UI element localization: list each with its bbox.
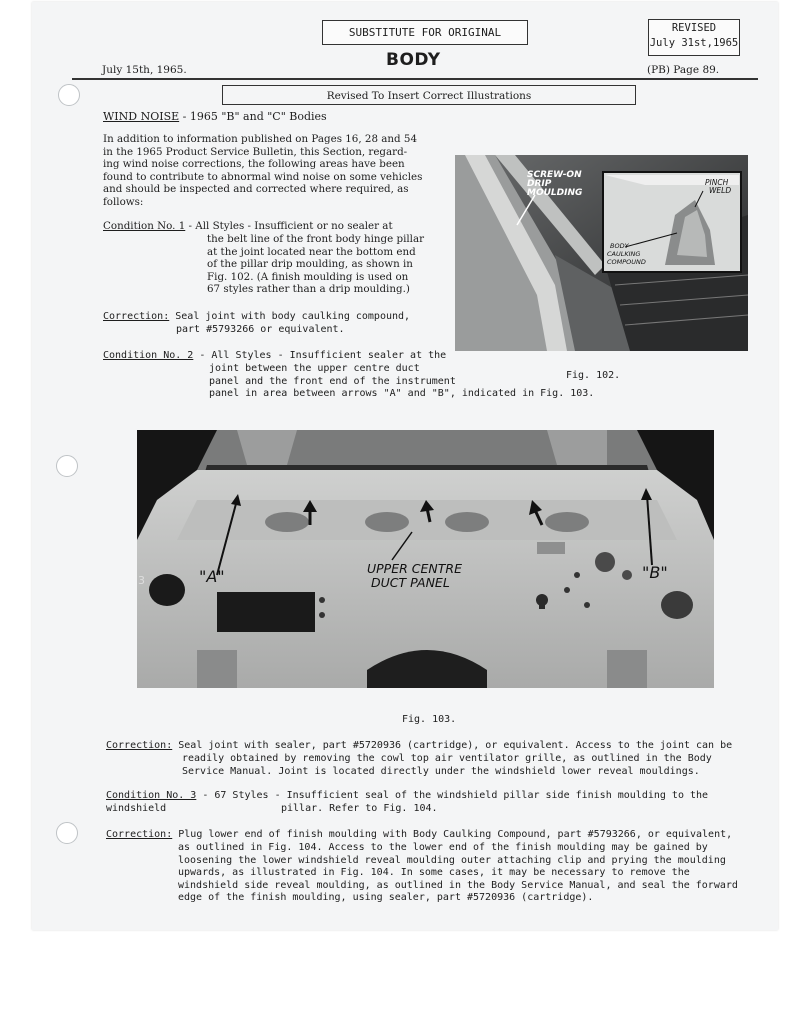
correction-2-line: readily obtained by removing the cowl top air ventilator grille, as outlined in the Body xyxy=(182,753,712,764)
revised-note-box xyxy=(222,85,636,105)
correction-1-body xyxy=(176,324,436,337)
fig103-label-a: "A" xyxy=(199,567,225,586)
condition-1-body xyxy=(207,233,457,296)
correction-3-line: loosening the lower windshield reveal moulding outer attaching clip and prying the moulding xyxy=(178,854,726,866)
correction-2 xyxy=(106,740,756,753)
correction-2-line: Service Manual. Joint is located directly under the windshield lower reveal mouldings. xyxy=(182,765,700,777)
intro-line: in the 1965 Product Service Bulletin, this Section, regard- xyxy=(103,145,408,158)
fig103-label-b: "B" xyxy=(642,563,668,582)
condition-1-line: at the joint located near the bottom end xyxy=(207,245,416,258)
condition-2 xyxy=(103,350,453,363)
fig103-label-panel-2: DUCT PANEL xyxy=(371,575,450,590)
condition-1-line: of the pillar drip moulding, as shown in xyxy=(207,258,413,271)
revised-note: Revised To Insert Correct Illustrations xyxy=(326,90,532,102)
condition-1-line: the belt line of the front body hinge pillar xyxy=(207,233,425,245)
condition-1-line: 67 styles rather than a drip moulding.) xyxy=(207,283,410,296)
fig102-label-pinch-2: WELD xyxy=(709,186,732,195)
intro-line: and should be inspected and corrected where required, as xyxy=(103,183,409,196)
wind-noise-label: WIND NOISE xyxy=(103,110,180,123)
binder-hole-top xyxy=(58,84,80,106)
correction-1-line: part #5793266 or equivalent. xyxy=(176,324,345,335)
correction-1 xyxy=(103,311,453,324)
fig102-label-drip-3: MOULDING xyxy=(527,188,583,198)
condition-2-label: Condition No. 2 xyxy=(103,350,194,361)
figure-102-illustration xyxy=(455,155,748,351)
correction-3-label: Correction: xyxy=(106,829,173,840)
section-title: BODY xyxy=(386,50,441,70)
figure-103-caption: Fig. 103. xyxy=(402,714,457,725)
fig103-label-side: 3 xyxy=(138,574,145,587)
fig102-label-drip-1: SCREW-ON xyxy=(527,170,582,180)
correction-2-line: Seal joint with sealer, part #5720936 (cartridge), or equivalent. Access to the joint can be xyxy=(172,740,733,751)
condition-1-line: - All Styles - Insufficient or no sealer at xyxy=(185,220,393,232)
fig102-label-caulk-3: COMPOUND xyxy=(607,258,646,266)
intro-line: In addition to information published on Pages 16, 28 and 54 xyxy=(103,133,418,145)
figure-102-caption: Fig. 102. xyxy=(566,370,621,381)
binder-hole-bottom xyxy=(56,822,78,844)
fig102-label-caulk-1: BODY xyxy=(610,242,629,250)
binder-hole-middle xyxy=(56,455,78,477)
condition-3-body xyxy=(281,803,581,816)
wind-noise-heading xyxy=(103,110,327,123)
condition-1 xyxy=(103,220,453,233)
substitute-stamp xyxy=(322,20,528,45)
correction-3-line: upwards, as illustrated in Fig. 104. In some cases, it may be necessary to remove the xyxy=(178,867,690,879)
condition-3-line: pillar. Refer to Fig. 104. xyxy=(281,803,438,814)
fig103-label-panel-1: UPPER CENTRE xyxy=(367,561,462,576)
condition-1-line: Fig. 102. (A finish moulding is used on xyxy=(207,270,409,283)
substitute-text: SUBSTITUTE FOR ORIGINAL xyxy=(348,26,502,39)
figure-103-photo xyxy=(137,430,714,688)
correction-3-line: as outlined in Fig. 104. Access to the lower end of the finish moulding may be gained by xyxy=(178,842,708,853)
correction-3-body xyxy=(178,842,748,905)
correction-3-line: edge of the finish moulding, using sealer, part #5720936 (cartridge). xyxy=(178,892,594,904)
revised-date: July 31st,1965 xyxy=(649,37,739,49)
correction-1-line: Seal joint with body caulking compound, xyxy=(169,311,411,322)
wind-noise-subject: - 1965 "B" and "C" Bodies xyxy=(179,110,327,123)
intro-line: follows: xyxy=(103,195,144,208)
condition-3-line: - 67 Styles - Insufficient seal of the windshield pillar side finish moulding to the windshield xyxy=(106,790,709,814)
correction-3-line: Plug lower end of finish moulding with Body Caulking Compound, part #5793266, or equivalent, xyxy=(172,829,733,840)
intro-line: found to contribute to abnormal wind noise on some vehicles xyxy=(103,170,423,183)
revised-stamp xyxy=(648,19,740,56)
condition-3-label: Condition No. 3 xyxy=(106,790,197,801)
correction-1-label: Correction: xyxy=(103,311,170,322)
correction-3-line: windshield side reveal moulding, as outlined in the Body Service Manual, and seal the forward xyxy=(178,879,738,891)
correction-2-label: Correction: xyxy=(106,740,173,751)
condition-1-label: Condition No. 1 xyxy=(103,220,186,232)
condition-2-line: joint between the upper centre duct xyxy=(209,363,420,374)
intro-paragraph xyxy=(103,133,443,209)
condition-2-line: panel and the front end of the instrument xyxy=(209,375,456,387)
condition-2-line: panel in area between arrows "A" and "B", indicated in Fig. 103. xyxy=(209,388,595,400)
fig102-label-caulk-2: CAULKING xyxy=(607,250,641,258)
header-rule xyxy=(72,78,758,80)
condition-2-line: - All Styles - Insufficient sealer at the xyxy=(193,350,447,361)
figure-102-photo xyxy=(455,155,748,351)
revised-label: REVISED xyxy=(671,22,717,34)
issue-date: July 15th, 1965. xyxy=(102,64,187,76)
fig102-label-pinch-1: PINCH xyxy=(705,178,729,187)
page-reference: (PB) Page 89. xyxy=(647,64,720,76)
correction-2-body xyxy=(182,753,742,778)
correction-3 xyxy=(106,829,756,842)
intro-line: ing wind noise corrections, the following areas have been xyxy=(103,158,405,171)
fig102-label-drip-2: DRIP xyxy=(527,179,552,189)
figure-103-illustration xyxy=(137,430,714,688)
